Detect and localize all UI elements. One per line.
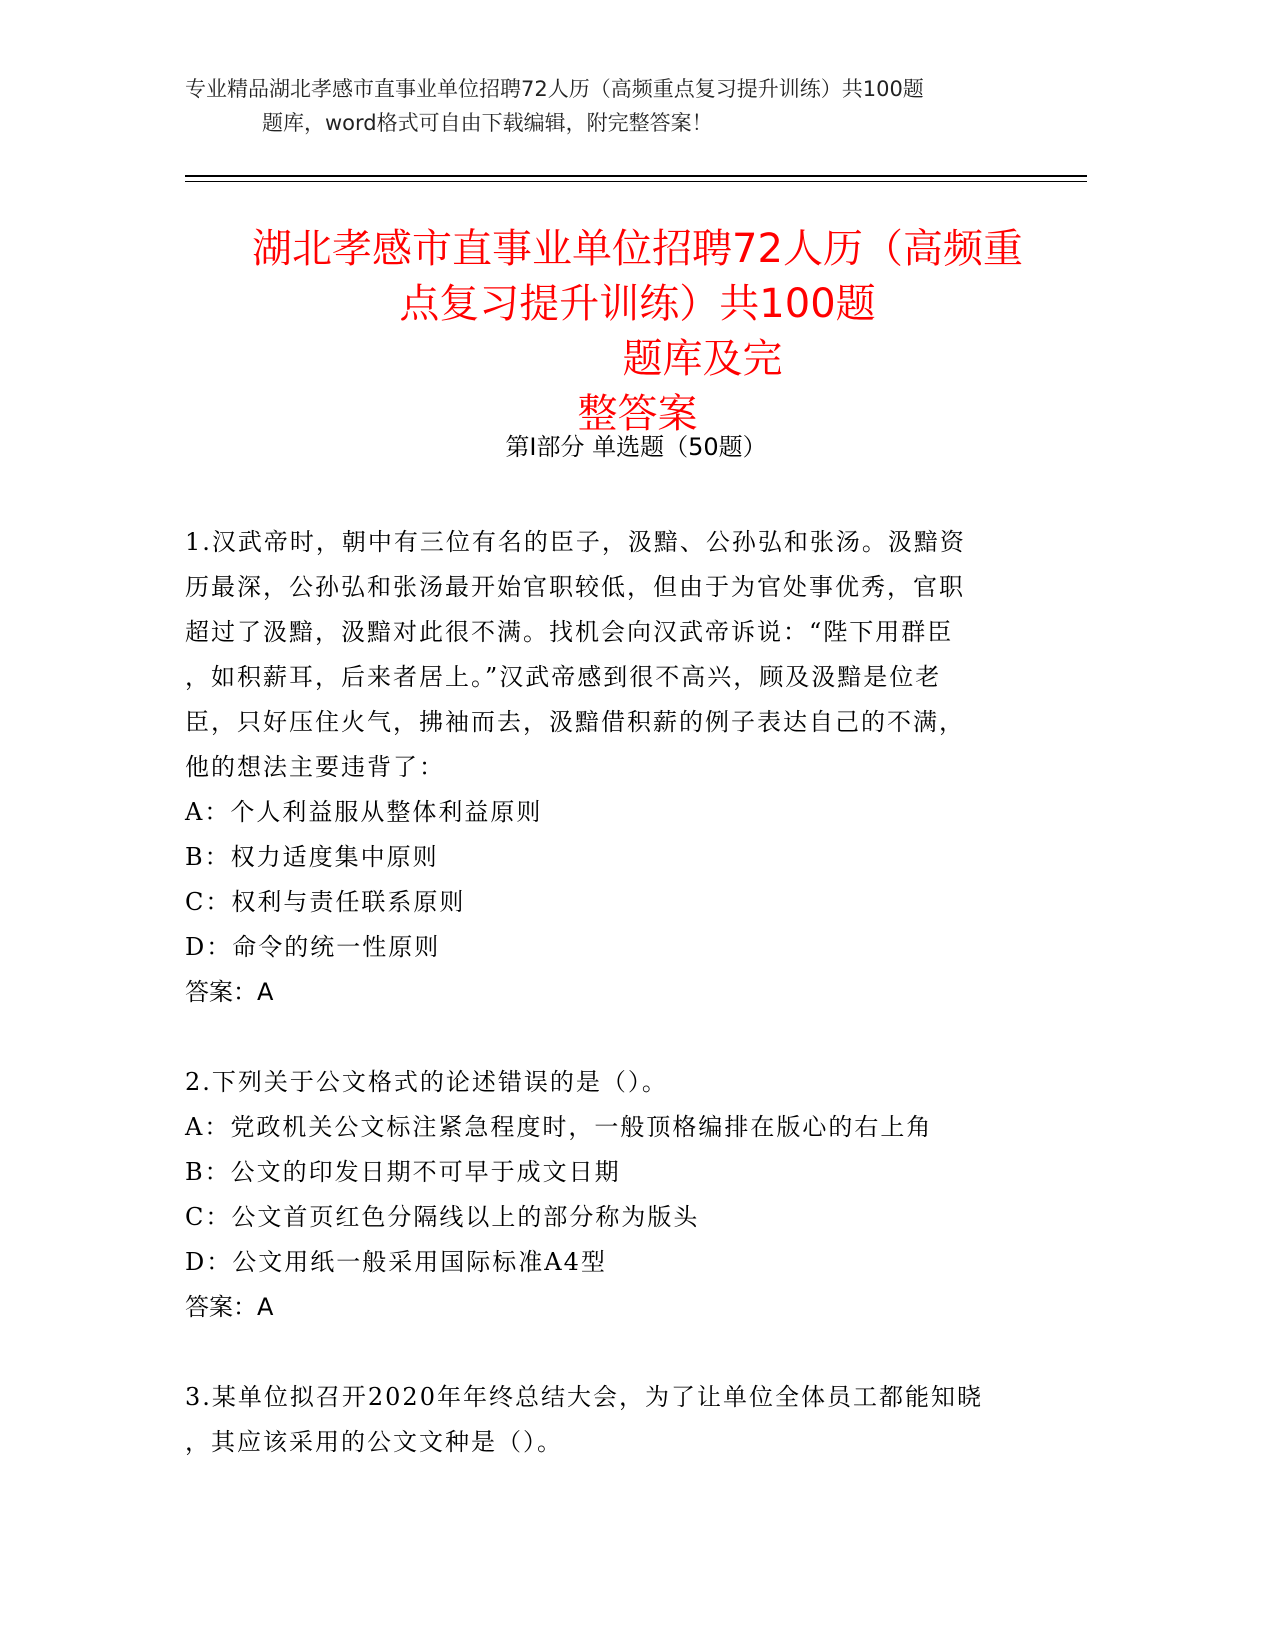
question-2-answer: 答案：A	[185, 1293, 274, 1321]
question-3	[185, 1375, 1070, 1465]
question-1-option-b: B：权力适度集中原则	[185, 843, 439, 871]
question-1	[185, 520, 1070, 1015]
question-1-option-a: A：个人利益服从整体利益原则	[185, 798, 543, 826]
header-note-line1: 专业精品湖北孝感市直事业单位招聘72人历（高频重点复习提升训练）共100题	[185, 77, 924, 101]
document-title-line3: 整答案	[577, 391, 698, 437]
document-title-line2b: 题库及完	[622, 336, 783, 382]
header-rule-thick	[185, 175, 1087, 177]
header-note-line2: 题库，word格式可自由下载编辑，附完整答案！	[262, 111, 713, 135]
question-2-option-c: C：公文首页红色分隔线以上的部分称为版头	[185, 1203, 700, 1231]
question-3-stem-line-1: 3.某单位拟召开2020年年终总结大会，为了让单位全体员工都能知晓	[185, 1383, 983, 1411]
question-1-option-c: C：权利与责任联系原则	[185, 888, 466, 916]
question-2-option-d: D：公文用纸一般采用国际标准A4型	[185, 1248, 607, 1276]
question-spacer	[185, 1330, 1070, 1375]
question-3-stem-line-2: ，其应该采用的公文文种是（）。	[185, 1428, 563, 1456]
question-1-stem-line-6: 他的想法主要违背了：	[185, 753, 445, 781]
document-title-line2	[175, 277, 1100, 387]
document-title-line2a: 点复习提升训练）共100题	[399, 281, 876, 327]
question-1-stem-line-3: 超过了汲黯，汲黯对此很不满。找机会向汉武帝诉说：“陛下用群臣	[185, 618, 954, 646]
question-1-stem-line-5: 臣，只好压住火气，拂袖而去，汲黯借积薪的例子表达自己的不满，	[185, 708, 965, 736]
document-title-line1: 湖北孝感市直事业单位招聘72人历（高频重	[252, 226, 1023, 272]
document-title	[175, 222, 1100, 442]
section-title: 第Ⅰ部分 单选题（50题）	[505, 433, 767, 461]
question-spacer	[185, 1015, 1070, 1060]
question-1-stem-line-2: 历最深，公孙弘和张汤最开始官职较低，但由于为官处事优秀，官职	[185, 573, 965, 601]
question-1-stem-line-4: ，如积薪耳，后来者居上。”汉武帝感到很不高兴，顾及汲黯是位老	[185, 663, 942, 691]
question-2-option-b: B：公文的印发日期不可早于成文日期	[185, 1158, 621, 1186]
question-2	[185, 1060, 1070, 1330]
question-2-stem-line-1: 2.下列关于公文格式的论述错误的是（）。	[185, 1068, 668, 1096]
header-note	[185, 72, 1085, 140]
question-list	[185, 520, 1070, 1465]
question-1-stem-line-1: 1.汉武帝时，朝中有三位有名的臣子，汲黯、公孙弘和张汤。汲黯资	[185, 528, 966, 556]
question-1-answer: 答案：A	[185, 978, 274, 1006]
question-1-option-d: D：命令的统一性原则	[185, 933, 441, 961]
header-rule-thin	[185, 181, 1087, 182]
question-2-option-a: A：党政机关公文标注紧急程度时，一般顶格编排在版心的右上角	[185, 1113, 933, 1141]
